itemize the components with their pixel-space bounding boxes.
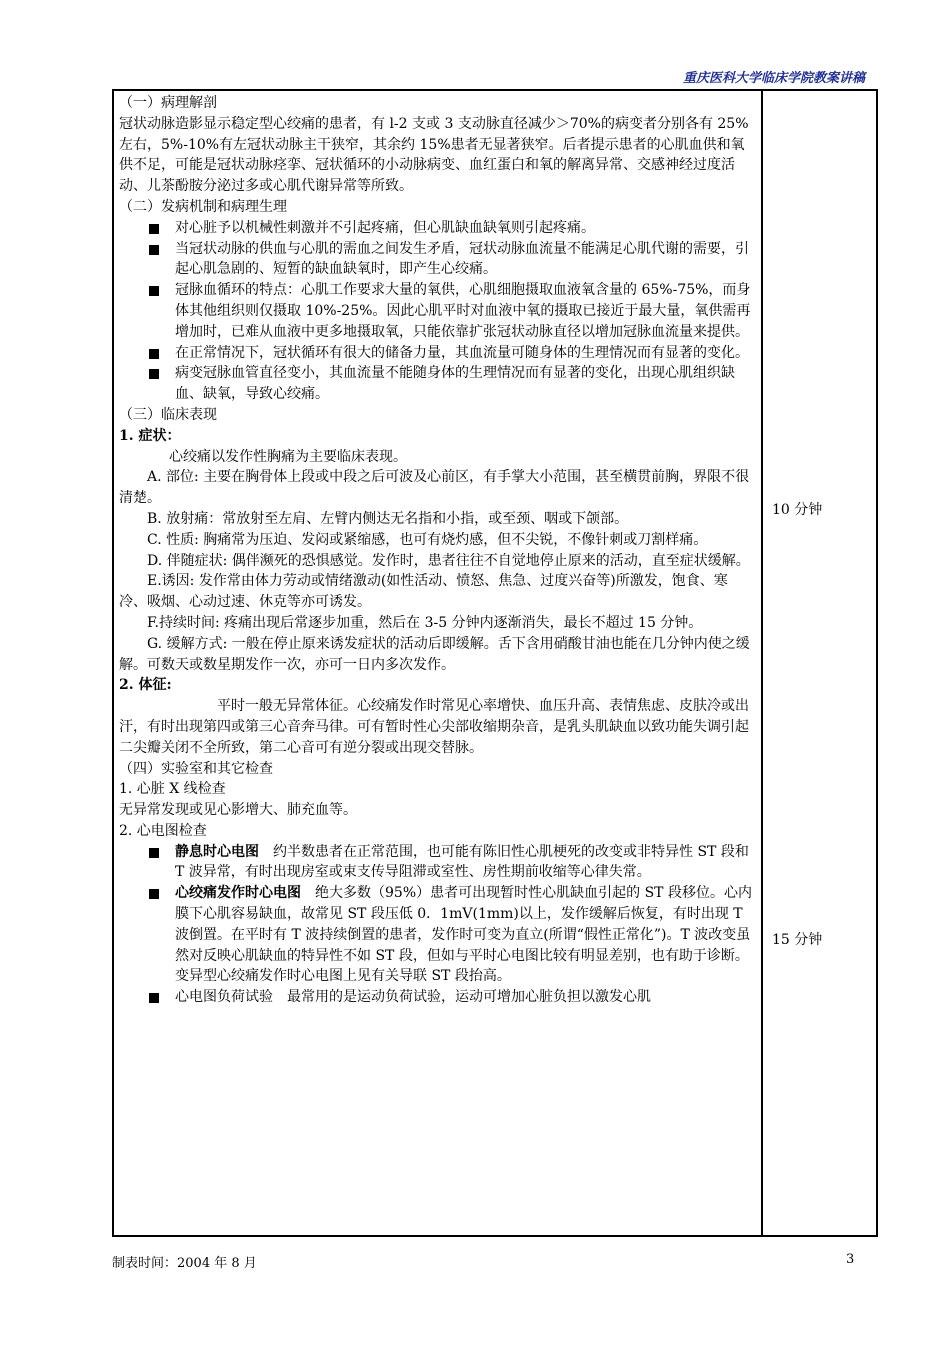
section-4-title: （四）实验室和其它检查: [119, 760, 273, 777]
bullet-square-icon: [149, 245, 159, 255]
ecg-bullet: [119, 842, 755, 884]
ecg-bullet-label: 心绞痛发作时心电图: [175, 885, 301, 902]
page-number: 3: [846, 1252, 855, 1267]
footer-date: 制表时间：2004 年 8 月: [112, 1256, 257, 1271]
bullet-square-icon: [149, 349, 159, 359]
symptom-item: A. 部位: 主要在胸骨体上段或中段之后可波及心前区，有手掌大小范围，甚至横贯前胸，界限不很清楚。: [119, 469, 750, 507]
bullet-text: 对心脏予以机械性刺激并不引起疼痛，但心肌缺血缺氧则引起疼痛。: [175, 219, 595, 236]
ecg-bullet-label: 静息时心电图: [175, 843, 259, 860]
bullet-square-icon: [149, 993, 159, 1003]
ecg-bullet: [119, 883, 755, 987]
ecg-title: 2. 心电图检查: [119, 822, 207, 839]
symptom-item: B. 放射痛：常放射至左肩、左臂内侧达无名指和小指，或至颈、咽或下颌部。: [147, 510, 629, 527]
column-divider: [761, 91, 763, 1235]
time-allocation-1: 10 分钟: [772, 502, 823, 518]
bullet-text: 当冠状动脉的供血与心肌的需血之间发生矛盾，冠状动脉血流量不能满足心肌代谢的需要，引起心肌急剧的、短暂的缺血缺氧时，即产生心绞痛。: [175, 240, 749, 278]
symptom-item: G. 缓解方式: 一般在停止原来诱发症状的活动后即缓解。舌下含用硝酸甘油也能在几分钟内使之缓解。可数天或数星期发作一次，亦可一日内多次发作。: [119, 635, 750, 673]
symptom-item: C. 性质: 胸痛常为压迫、发闷或紧缩感，也可有烧灼感，但不尖锐，不像针刺或刀割样痛。: [147, 531, 708, 548]
mechanism-bullet: [119, 280, 755, 342]
main-content-cell: [119, 93, 755, 1008]
section-1-paragraph: 冠状动脉造影显示稳定型心绞痛的患者，有 l-2 支或 3 支动脉直径减少＞70%的病变者分别各有 25%左右，5%-10%有左冠状动脉主干狭窄，其余约 15%患者无显著狭窄。后者提示患者的心肌血供和氧供不足，可能是冠状动脉痉挛、冠状循环的小动脉病变、血红蛋白和氧的解离异常、交感神经过度活动、儿茶酚胺分泌过多或心肌代谢异常等所致。: [119, 115, 749, 195]
ecg-bullet: [119, 987, 755, 1008]
lecture-table: [112, 89, 878, 1237]
bullet-text: 在正常情况下，冠状循环有很大的储备力量，其血流量可随身体的生理情况而有显著的变化。: [175, 344, 749, 361]
xray-title: 1. 心脏 X 线检查: [119, 781, 226, 798]
signs-paragraph: 平时一般无异常体征。心绞痛发作时常见心率增快、血压升高、表情焦虑、皮肤冷或出汗，有时出现第四或第三心音奔马律。可有暂时性心尖部收缩期杂音，是乳头肌缺血以致功能失调引起二尖瓣关闭不全所致，第二心音可有逆分裂或出现交替脉。: [119, 698, 749, 756]
symptoms-heading: 1. 症状：: [119, 427, 181, 444]
ecg-bullet-text: 绝大多数（95%）患者可出现暂时性心肌缺血引起的 ST 段移位。心内膜下心肌容易缺血，故常见 ST 段压低 0．1mV(1mm)以上，发作缓解后恢复，有时出现 T 波倒置。在平时有 T 波持续倒置的患者，发作时可变为直立(所谓“假性正常化”)。T 波改变虽然对反映心肌缺血的特异性不如 ST 段，但如与平时心电图比较有明显差别，也有助于诊断。变异型心绞痛发作时心电图上见有关导联 ST 段抬高。: [175, 885, 752, 985]
ecg-bullet-text: 心电图负荷试验 最常用的是运动负荷试验，运动可增加心脏负担以激发心肌: [175, 989, 651, 1006]
signs-heading: 2. 体征:: [119, 677, 172, 694]
mechanism-bullet: [119, 343, 755, 364]
mechanism-bullet: [119, 239, 755, 281]
section-1-title: （一）病理解剖: [119, 95, 217, 111]
section-3-title: （三）临床表现: [119, 406, 217, 423]
symptom-item: F.持续时间: 疼痛出现后常逐步加重，然后在 3-5 分钟内逐渐消失，最长不超过 15 分钟。: [147, 614, 703, 631]
bullet-square-icon: [149, 889, 159, 899]
mechanism-bullet: [119, 363, 755, 405]
mechanism-bullet: [119, 218, 755, 239]
ecg-bullet-text: 约半数患者在正常范围，也可能有陈旧性心肌梗死的改变或非特异性 ST 段和 T 波异常，有时出现房室或束支传导阻滞或室性、房性期前收缩等心律失常。: [175, 843, 749, 881]
symptom-item: E.诱因: 发作常由体力劳动或情绪激动(如性活动、愤怒、焦急、过度兴奋等)所激发，饱食、寒冷、吸烟、心动过速、休克等亦可诱发。: [119, 573, 728, 611]
symptom-item: D. 伴随症状: 偶伴濒死的恐惧感觉。发作时，患者往往不自觉地停止原来的活动，直至症状缓解。: [147, 552, 750, 569]
bullet-square-icon: [149, 848, 159, 858]
bullet-square-icon: [149, 286, 159, 296]
bullet-text: 病变冠脉血管直径变小，其血流量不能随身体的生理情况而有显著的变化，出现心肌组织缺血、缺氧，导致心绞痛。: [175, 365, 735, 403]
xray-text: 无异常发现或见心影增大、肺充血等。: [119, 802, 357, 819]
symptoms-intro: 心绞痛以发作性胸痛为主要临床表现。: [169, 448, 407, 465]
bullet-square-icon: [149, 369, 159, 379]
time-allocation-2: 15 分钟: [772, 932, 823, 948]
document-header: 重庆医科大学临床学院教案讲稿: [682, 71, 865, 86]
section-2-title: （二）发病机制和病理生理: [119, 198, 287, 215]
bullet-square-icon: [149, 224, 159, 234]
bullet-text: 冠脉血循环的特点：心肌工作要求大量的氧供，心肌细胞摄取血液氧含量的 65%-75%，而身体其他组织则仅摄取 10%-25%。因此心肌平时对血液中氧的摄取已接近于最大量，氧供需再增加时，已难从血液中更多地摄取氧，只能依靠扩张冠状动脉直径以增加冠脉血流量来提供。: [175, 282, 751, 340]
